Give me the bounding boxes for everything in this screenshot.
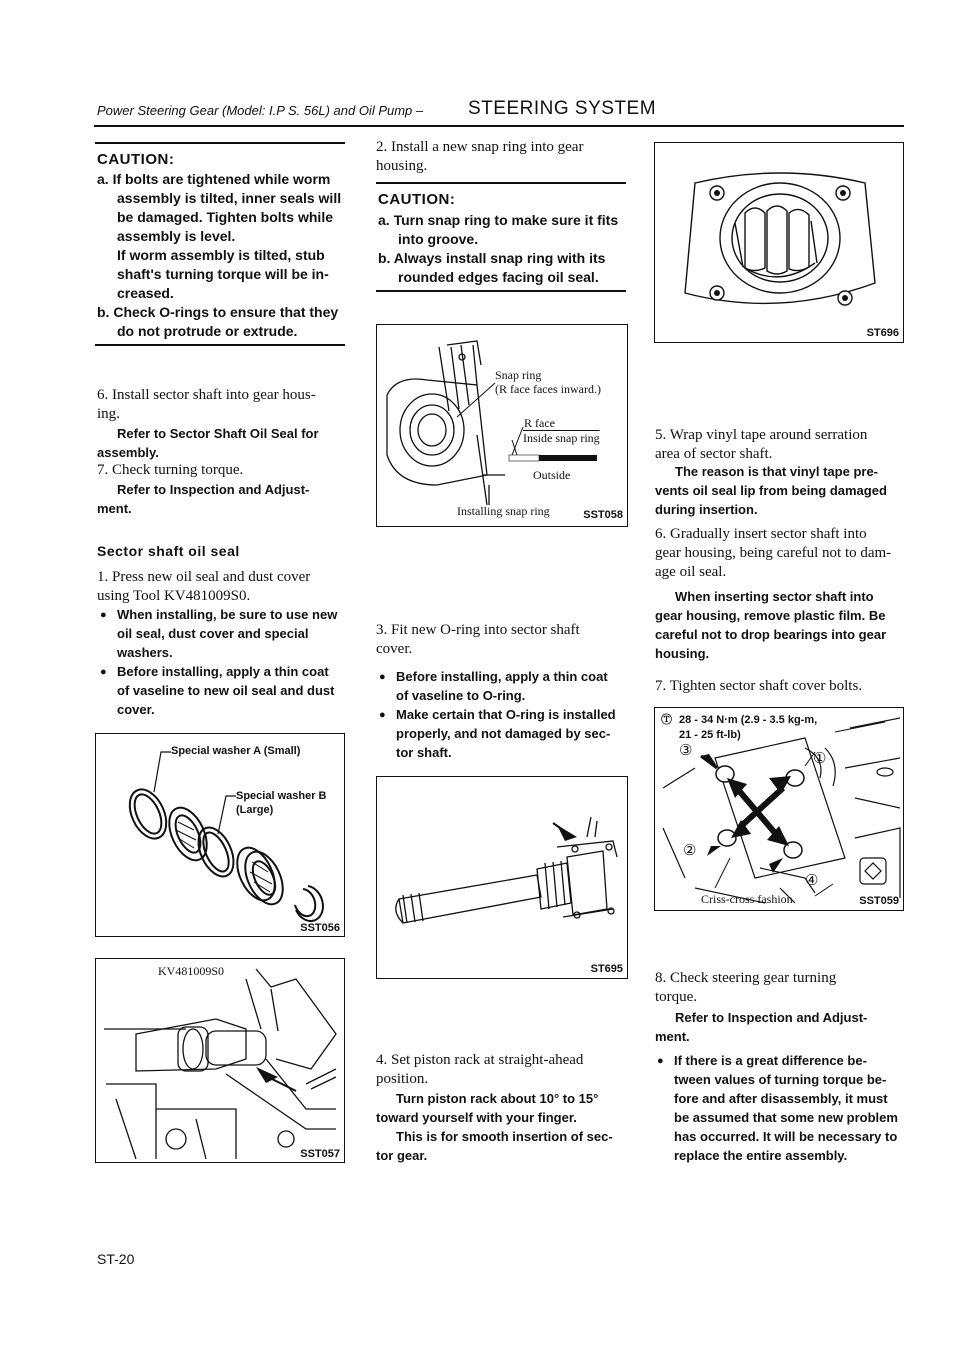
- seal-bullet1: When installing, be sure to use new oil seal, dust cover and special washers.: [117, 607, 338, 660]
- fig058-rface: R face: [524, 416, 555, 430]
- fig059-code: SST059: [859, 895, 899, 907]
- seal-bullet2: Before installing, apply a thin coat of vaseline to new oil seal and dust cover.: [117, 664, 335, 717]
- col2-caution-text: a. Turn snap ring to make sure it fits into groove. b. Always install snap ring with its rounded edges facing oil seal.: [378, 212, 619, 285]
- col3-step8-text: 8. Check steering gear turning torque.: [655, 969, 907, 1007]
- fig057-label: KV481009S0: [158, 964, 225, 978]
- bullet-icon: ●: [379, 709, 386, 721]
- press-tool-illustration: [96, 959, 346, 1164]
- bullet-icon: ●: [100, 666, 107, 678]
- fig059-n1: ①: [813, 751, 827, 767]
- col3-step5-note: The reason is that vinyl tape pre- vents oil seal lip from being damaged during insertion.: [655, 464, 887, 517]
- figure-sst058: [376, 324, 628, 527]
- caution-bottom-rule: [95, 344, 345, 346]
- page-number: ST-20: [97, 1251, 135, 1267]
- fig056-label-b2: (Large): [236, 804, 274, 816]
- fig057-code: SST057: [300, 1148, 340, 1160]
- figure-st695: [376, 776, 628, 979]
- col2-caution-heading: CAUTION:: [378, 191, 456, 208]
- fig059-n4: ④: [805, 873, 819, 889]
- caution-heading: CAUTION:: [97, 151, 175, 168]
- col3-step6-text: 6. Gradually insert sector shaft into gear housing, being careful not to dam- age oil seal.: [655, 526, 892, 580]
- bullet-icon: ●: [100, 609, 107, 621]
- seal-step1-text: 1. Press new oil seal and dust cover using Tool KV481009S0.: [97, 569, 311, 604]
- fig058-inside: Inside snap ring: [523, 431, 600, 445]
- fig696-code: ST696: [866, 327, 899, 339]
- fig056-label-a: Special washer A (Small): [171, 745, 301, 757]
- col2-step2-text: 2. Install a new snap ring into gear housing.: [376, 139, 584, 174]
- washers-illustration: [96, 734, 346, 938]
- col3-step7-text: 7. Tighten sector shaft cover bolts.: [655, 678, 863, 694]
- figure-st696: [654, 142, 904, 343]
- torque-icon: Ⓣ: [661, 714, 672, 726]
- col2-step3-bullet2: Make certain that O-ring is installed properly, and not damaged by sec- tor shaft.: [396, 707, 616, 760]
- fig695-code: ST695: [590, 963, 623, 975]
- header-rule: [94, 125, 904, 127]
- fig058-code: SST058: [583, 509, 623, 521]
- col3-step8-note: Refer to Inspection and Adjust- ment.: [655, 1010, 868, 1044]
- col2-caution-top-rule: [376, 182, 626, 184]
- fig058-outside: Outside: [533, 468, 571, 482]
- sector-shaft-illustration: [377, 777, 629, 980]
- sector-gear-cover-illustration: [655, 143, 905, 344]
- col2-caution-bottom-rule: [376, 290, 626, 292]
- caution-a-text: a. If bolts are tightened while worm assembly is tilted, inner seals will be damaged. Tighten bolts while assembly is level. If worm assembly is tilted, stub shaft's turning torque will be in- creased. b. Check O-rings to ensure that they do not protrude or extrude.: [97, 171, 342, 339]
- caution-top-rule: [95, 142, 345, 144]
- section-heading: Sector shaft oil seal: [97, 543, 240, 559]
- fig056-label-b1: Special washer B: [236, 790, 327, 802]
- col2-step3-text: 3. Fit new O-ring into sector shaft cover.: [376, 622, 580, 657]
- col2-step3-bullet1: Before installing, apply a thin coat of vaseline to O-ring.: [396, 669, 608, 703]
- figure-sst056: [95, 733, 345, 937]
- fig059-n3: ③: [679, 743, 693, 759]
- col2-step4-text: 4. Set piston rack at straight-ahead position.: [376, 1052, 584, 1087]
- col3-step6-note: When inserting sector shaft into gear housing, remove plastic film. Be careful not to drop bearings into gear housing.: [655, 589, 887, 661]
- col3-step5-text: 5. Wrap vinyl tape around serration area of sector shaft.: [655, 427, 868, 462]
- step7-text: 7. Check turning torque.: [97, 462, 244, 478]
- col3-step8-bullet: If there is a great difference be- tween values of turning torque be- fore and after disassembly, it must be assumed that some new problem has occurred. It will be necessary to replace the entire assembly.: [674, 1053, 898, 1163]
- fig059-torque1: 28 - 34 N·m (2.9 - 3.5 kg-m,: [679, 714, 818, 726]
- fig059-caption: Criss-cross fashion: [701, 892, 793, 906]
- step7-note: Refer to Inspection and Adjust- ment.: [97, 482, 310, 516]
- step6-text: 6. Install sector shaft into gear hous- ing.: [97, 387, 316, 422]
- fig059-n2: ②: [683, 843, 697, 859]
- fig058-caption: Installing snap ring: [457, 504, 550, 518]
- header-subtitle: Power Steering Gear (Model: I.P S. 56L) and Oil Pump –: [97, 103, 424, 118]
- bullet-icon: ●: [379, 671, 386, 683]
- figure-sst059: [654, 707, 904, 911]
- bullet-icon: ●: [657, 1055, 664, 1067]
- snap-ring-illustration: [377, 325, 629, 528]
- header-title: STEERING SYSTEM: [468, 98, 657, 119]
- fig058-snap1: Snap ring: [495, 368, 542, 382]
- step8-line: 8. Check steering gear turning: [655, 970, 837, 986]
- step6-note: Refer to Sector Shaft Oil Seal for assembly.: [97, 426, 319, 460]
- col2-step4-note: Turn piston rack about 10° to 15° toward yourself with your finger. This is for smooth insertion of sec- tor gear.: [376, 1091, 613, 1163]
- fig056-code: SST056: [300, 922, 340, 934]
- fig058-snap2: (R face faces inward.): [495, 382, 601, 396]
- figure-sst057: [95, 958, 345, 1163]
- fig059-torque2: 21 - 25 ft-lb): [679, 729, 741, 741]
